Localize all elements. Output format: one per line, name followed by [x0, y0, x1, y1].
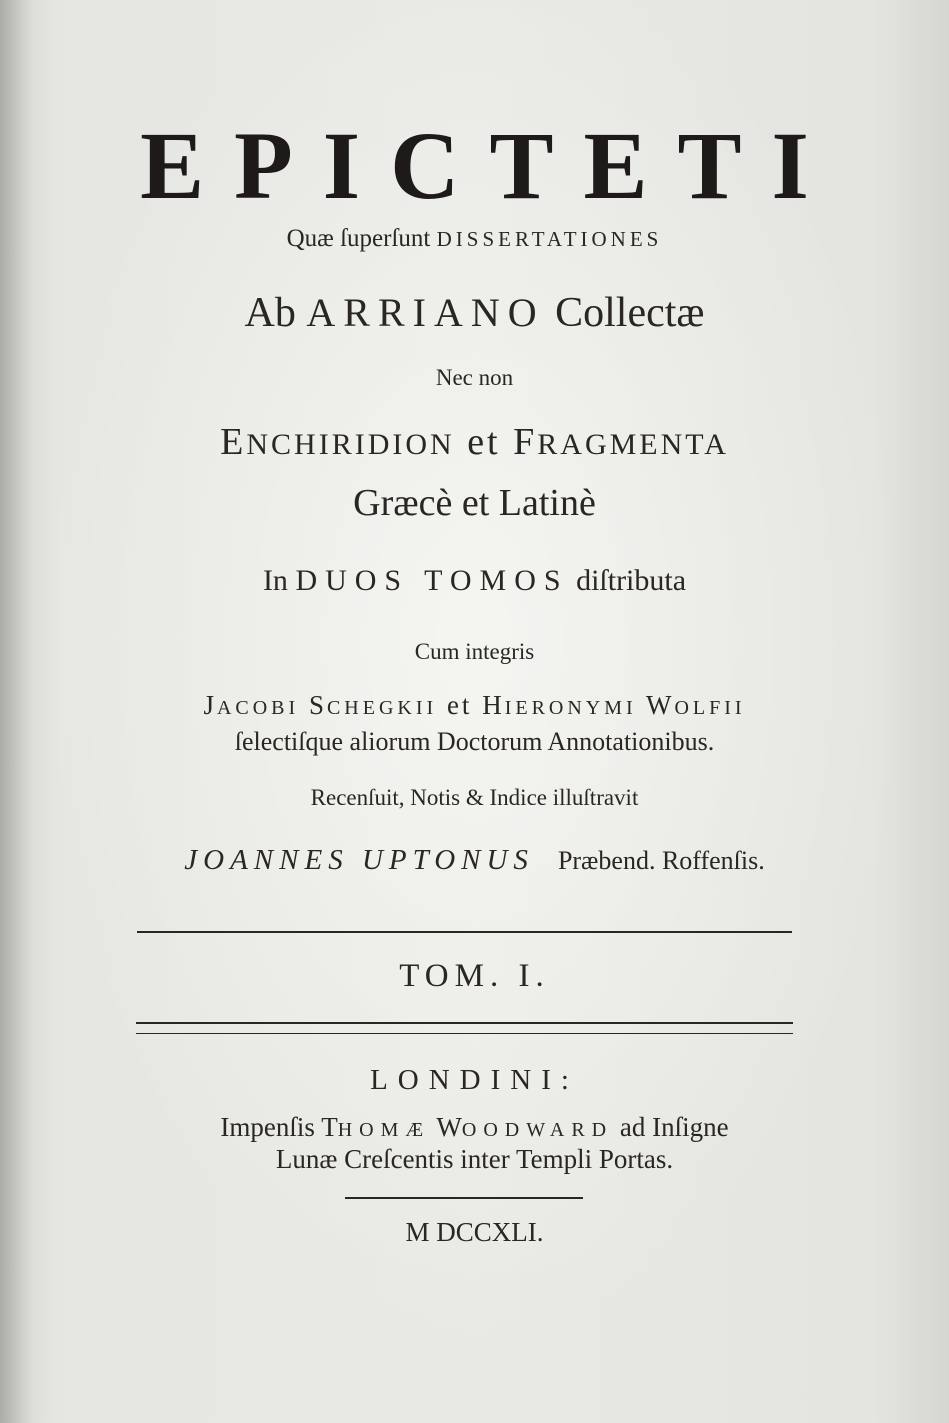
languages-line: Græcè et Latinè [353, 482, 596, 524]
volumes-line [0, 566, 949, 596]
sign-suffix: ad Inſigne [619, 1112, 729, 1142]
recensuit-line: Recenſuit, Notis & Indice illuſtravit [310, 785, 639, 810]
editor-name: JOANNES UPTONUS [184, 844, 534, 876]
imprint-location: Lunæ Creſcentis inter Templi Portas. [275, 1144, 674, 1174]
editor-title: Præbend. Roffenſis. [557, 846, 765, 875]
imprint-city: LONDINI: [370, 1064, 579, 1096]
schegkii-rest: CHEGKII [326, 697, 438, 719]
double-rule-top [136, 1022, 793, 1024]
subtitle-dissertationes: DISSERTATIONES [436, 227, 663, 251]
imprint-year: M DCCXLI. [405, 1217, 544, 1247]
schegkii-initial: S [308, 690, 327, 720]
scholars-line [0, 692, 949, 719]
cum-integris-line: Cum integris [414, 639, 535, 664]
wolfii-initial: W [645, 690, 675, 720]
short-rule [345, 1197, 583, 1199]
woodward-rest: OODWARD [461, 1119, 614, 1141]
collected-suffix: Collectæ [555, 290, 705, 336]
hieronymi-rest: IERONYMI [504, 697, 637, 719]
impensis: Impenſis [220, 1112, 315, 1142]
hieronymi-initial: H [482, 690, 505, 720]
scholars-et: et [446, 690, 473, 720]
woodward-initial: W [436, 1112, 462, 1142]
jacobi-rest: ACOBI [216, 697, 300, 719]
fragmenta-rest: RAGMENTA [537, 428, 729, 461]
enchiridion-et: et [467, 421, 501, 463]
collected-line [0, 292, 949, 334]
jacobi-initial: J [203, 690, 217, 720]
volumes-prefix: In [262, 564, 288, 597]
subtitle-line [0, 226, 949, 251]
selected-line: ſelectiſque aliorum Doctorum Annotationibus. [234, 727, 715, 756]
divider-rule [137, 931, 792, 933]
imprint-publisher-line [0, 1114, 949, 1141]
enchiridion-line [0, 423, 949, 461]
fragmenta-initial: F [513, 421, 538, 463]
enchiridion-rest: NCHIRIDION [246, 428, 455, 461]
volume-label: TOM. I. [399, 958, 550, 994]
nec-non-line: Nec non [435, 365, 514, 390]
subtitle-prefix: Quæ ſuperſunt [286, 225, 431, 252]
double-rule-bottom [136, 1033, 793, 1034]
collected-prefix: Ab [244, 290, 296, 336]
thomae-initial: T [321, 1112, 338, 1142]
collected-name: ARRIANO [306, 290, 545, 335]
wolfii-rest: OLFII [674, 697, 746, 719]
enchiridion-initial: E [220, 421, 247, 463]
book-title: EPICTETI [140, 112, 839, 219]
volumes-suffix: diſtributa [576, 564, 687, 597]
volumes-caps: DUOS TOMOS [295, 564, 569, 597]
thomae-rest: HOMÆ [337, 1119, 431, 1141]
editor-line [0, 846, 949, 875]
